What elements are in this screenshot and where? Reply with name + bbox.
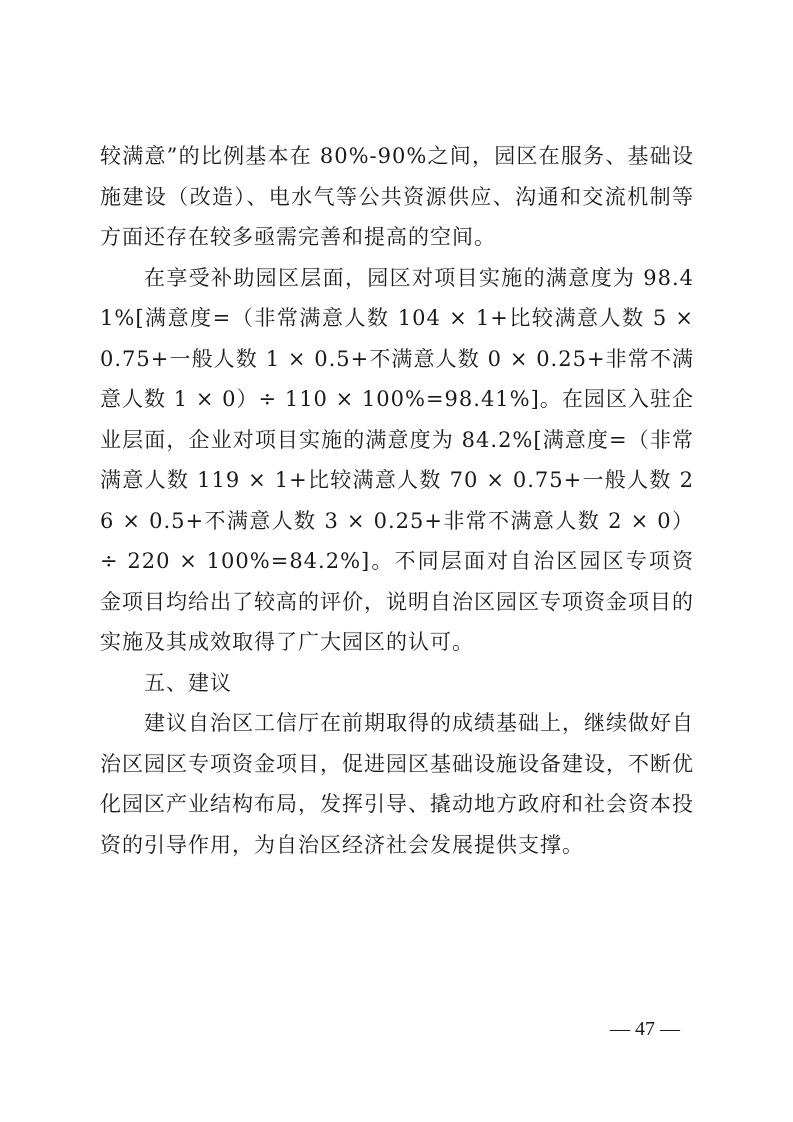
section-heading-suggestions: 五、建议: [144, 670, 232, 695]
paragraph-satisfaction-summary: 较满意”的比例基本在 80%-90%之间，园区在服务、基础设施建设（改造）、电水气等公共资源供应、沟通和交流机制等方面还存在较多亟需完善和提高的空间。: [100, 144, 694, 249]
document-body: [100, 136, 694, 865]
page-number: — 47 —: [610, 1018, 680, 1040]
paragraph-satisfaction-details: 在享受补助园区层面，园区对项目实施的满意度为 98.41%[满意度=（非常满意人数 104 × 1+比较满意人数 5 × 0.75+一般人数 1 × 0.5+不满意人数 0 × 0.25+非常不满意人数 1 × 0）÷ 110 × 100%=98.41%]。在园区入驻企业层面，企业对项目实施的满意度为 84.2%[满意度=（非常满意人数 119 × 1+比较满意人数 70 × 0.75+一般人数 26 × 0.5+不满意人数 3 × 0.25+非常不满意人数 2 × 0）÷ 220 × 100%=84.2%]。不同层面对自治区园区专项资金项目均给出了较高的评价，说明自治区园区专项资金项目的实施及其成效取得了广大园区的认可。: [100, 265, 694, 654]
paragraph-suggestions: 建议自治区工信厅在前期取得的成绩基础上，继续做好自治区园区专项资金项目，促进园区基础设施设备建设，不断优化园区产业结构布局，发挥引导、撬动地方政府和社会资本投资的引导作用，为自治区经济社会发展提供支撑。: [100, 711, 694, 857]
